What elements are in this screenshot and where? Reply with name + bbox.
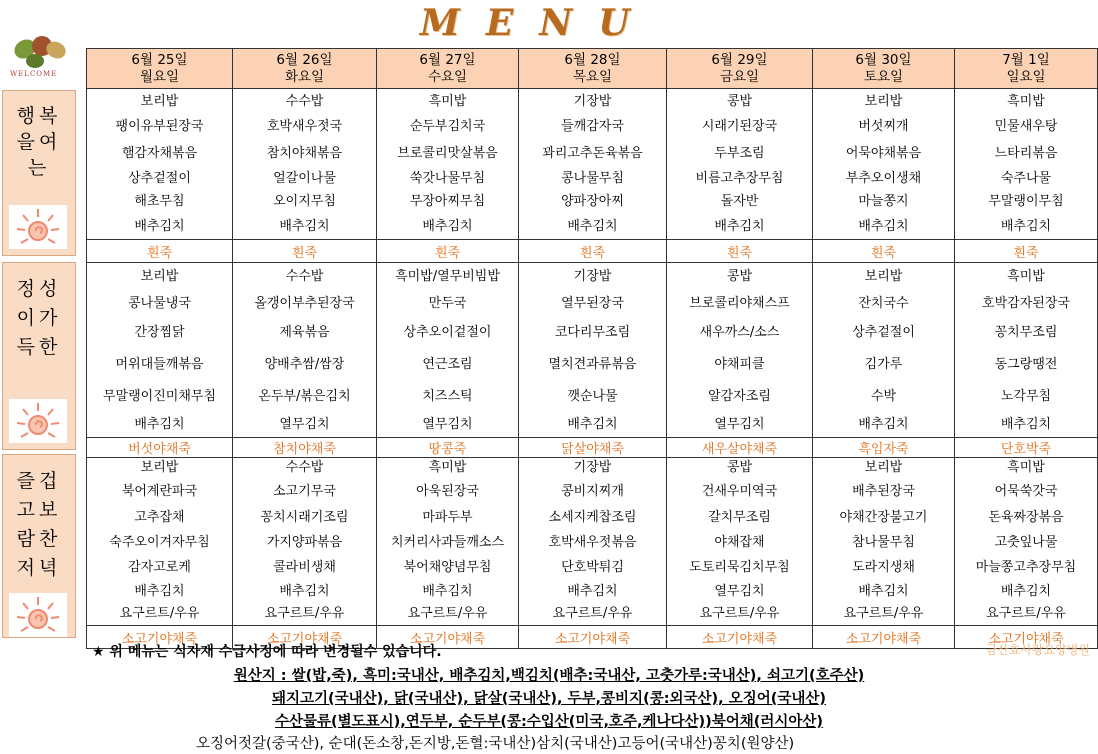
menu-item: 양배추쌈/쌈장	[264, 357, 345, 372]
origin-text: 수산물류(별도표시),연두부, 순두부(콩:수입산(미국,호주,케나다산))북어채(러시아산)	[274, 714, 824, 730]
menu-item: 쑥갓나물무침	[409, 171, 486, 186]
porridge-item: 참치야채죽	[233, 438, 377, 458]
origin-line-3	[0, 710, 1098, 731]
menu-item: 열무김치	[714, 417, 765, 432]
menu-item: 기장밥	[573, 269, 612, 284]
menu-item: 흑미밥	[1007, 460, 1045, 475]
menu-item: 마늘쫑지	[858, 194, 909, 209]
weekday-label: 일요일	[1006, 68, 1046, 85]
menu-item: 배추김치	[422, 584, 473, 599]
menu-item: 들깨감자국	[561, 119, 624, 134]
menu-item: 배추김치	[567, 584, 618, 599]
porridge-item: 땅콩죽	[377, 438, 519, 458]
breakfast-porridge-row	[87, 240, 1098, 263]
menu-item: 배추김치	[422, 219, 473, 234]
menu-item: 도라지생채	[852, 560, 915, 575]
porridge-item: 흰죽	[377, 240, 519, 263]
menu-item: 햄감자채볶음	[121, 146, 198, 161]
menu-item: 열무김치	[279, 417, 330, 432]
menu-item: 콩밥	[726, 460, 753, 475]
menu-item: 비름고추장무침	[695, 171, 784, 186]
menu-item: 보리밥	[140, 94, 179, 109]
menu-item: 해초무침	[134, 194, 185, 209]
menu-item: 아욱된장국	[416, 484, 479, 499]
menu-item: 온두부/볶은김치	[258, 389, 351, 404]
lunch-cell	[813, 263, 955, 438]
porridge-item: 흰죽	[667, 240, 813, 263]
menu-item: 노각무침	[1000, 389, 1052, 404]
menu-item: 보리밥	[140, 269, 179, 284]
menu-item: 상추오이겉절이	[403, 325, 492, 340]
side-label-dinner	[2, 454, 76, 638]
porridge-item: 소고기야채죽	[519, 626, 667, 649]
breakfast-cell	[813, 89, 955, 240]
menu-title: MENU	[420, 2, 656, 44]
date-label: 6월 25일	[131, 51, 188, 68]
menu-item: 상추겉절이	[852, 325, 915, 340]
menu-item: 브로콜리맛살볶음	[397, 146, 498, 161]
menu-item: 콩나물냉국	[128, 296, 191, 311]
date-header-row	[87, 49, 1098, 89]
menu-item: 알감자조림	[708, 389, 771, 404]
breakfast-cell	[667, 89, 813, 240]
weekday-label: 수요일	[427, 68, 468, 85]
menu-item: 배추김치	[134, 417, 185, 432]
porridge-item: 흑임자죽	[813, 438, 955, 458]
menu-item: 보리밥	[864, 94, 903, 109]
menu-item: 흑미밥/열무비빔밥	[395, 269, 500, 284]
lunch-cell	[955, 263, 1098, 438]
menu-item: 어묵야채볶음	[845, 146, 922, 161]
date-header	[955, 49, 1098, 89]
porridge-item: 소고기야채죽	[813, 626, 955, 649]
menu-item: 요구르트/우유	[407, 606, 488, 621]
dinner-cell	[519, 458, 667, 626]
menu-item: 만두국	[428, 296, 467, 311]
menu-item: 숙주나물	[1000, 171, 1052, 186]
date-header	[377, 49, 519, 89]
menu-item: 기장밥	[573, 94, 612, 109]
menu-item: 배추김치	[714, 219, 765, 234]
date-header	[233, 49, 377, 89]
menu-item: 배추김치	[858, 219, 909, 234]
weekday-label: 화요일	[284, 68, 325, 85]
menu-item: 마파두부	[422, 510, 473, 525]
menu-item: 요구르트/우유	[843, 606, 924, 621]
porridge-item: 닭살야채죽	[519, 438, 667, 458]
menu-item: 마늘쫑고추장무침	[975, 560, 1077, 575]
porridge-item: 소고기야채죽	[667, 626, 813, 649]
menu-item: 배추김치	[858, 584, 909, 599]
menu-item: 양파장아찌	[561, 194, 624, 209]
notice-text: ★ 위 메뉴는 식자재 수급사정에 따라 변경될수 있습니다.	[92, 644, 442, 660]
lunch-cell	[667, 263, 813, 438]
sun-icon	[9, 205, 67, 249]
menu-item: 배추김치	[567, 219, 618, 234]
breakfast-cell	[233, 89, 377, 240]
menu-item: 팽이유부된장국	[115, 119, 204, 134]
weekday-label: 목요일	[572, 68, 613, 85]
menu-item: 수수밥	[285, 460, 324, 475]
breakfast-cell	[519, 89, 667, 240]
date-label: 6월 27일	[419, 51, 476, 68]
date-header	[813, 49, 955, 89]
breakfast-cell	[955, 89, 1098, 240]
menu-item: 부추오이생채	[845, 171, 922, 186]
dinner-cell	[955, 458, 1098, 626]
origin-text: 돼지고기(국내산), 닭(국내산), 닭살(국내산), 두부,콩비지(콩:외국산), 오징어(국내산)	[271, 691, 827, 707]
menu-item: 꽈리고추돈육볶음	[542, 146, 643, 161]
menu-item: 호박새우젓볶음	[548, 535, 637, 550]
menu-item: 무말랭이무침	[988, 194, 1064, 209]
date-label: 7월 1일	[1002, 51, 1050, 68]
menu-item: 흑미밥	[1007, 94, 1045, 109]
menu-item: 느타리볶음	[994, 146, 1058, 161]
menu-item: 간장찜닭	[134, 325, 185, 340]
date-header	[667, 49, 813, 89]
lunch-row	[87, 263, 1098, 438]
porridge-item: 흰죽	[519, 240, 667, 263]
weekday-label: 금요일	[719, 68, 760, 85]
menu-item: 건새우미역국	[701, 484, 778, 499]
menu-item: 가지양파볶음	[266, 535, 343, 550]
menu-item: 흑미밥	[1007, 269, 1045, 284]
menu-item: 꽁치무조림	[994, 325, 1058, 340]
hospital-name: 금산효사랑요양병원	[985, 643, 1090, 657]
menu-item: 요구르트/우유	[699, 606, 780, 621]
date-label: 6월 28일	[564, 51, 621, 68]
menu-item: 배추김치	[1000, 584, 1052, 599]
menu-item: 요구르트/우유	[552, 606, 633, 621]
menu-item: 치커리사과들깨소스	[390, 535, 505, 550]
menu-item: 무장아찌무침	[409, 194, 486, 209]
menu-item: 단호박튀김	[561, 560, 624, 575]
dinner-cell	[87, 458, 233, 626]
porridge-item: 소고기야채죽	[233, 626, 377, 649]
menu-item: 돈육짜장볶음	[988, 510, 1064, 525]
menu-item: 치즈스틱	[422, 389, 473, 404]
date-label: 6월 29일	[711, 51, 768, 68]
menu-item: 콜라비생채	[273, 560, 336, 575]
weekday-label: 토요일	[863, 68, 904, 85]
menu-item: 콩밥	[726, 94, 753, 109]
lunch-cell	[233, 263, 377, 438]
menu-item: 어묵쑥갓국	[994, 484, 1058, 499]
menu-item: 갈치무조림	[708, 510, 771, 525]
weekly-menu-table	[86, 48, 1098, 649]
origin-line-4: 오징어젓갈(중국산), 순대(돈소창,돈지방,돈혈:국내산)삼치(국내산)고등어(국내산)꽁치(원양산)	[196, 736, 795, 752]
menu-item: 배추김치	[1000, 417, 1052, 432]
dinner-cell	[667, 458, 813, 626]
side-label-breakfast	[2, 90, 76, 256]
origin-line-1	[0, 664, 1098, 685]
menu-item: 배추김치	[567, 417, 618, 432]
menu-item: 고춧잎나물	[994, 535, 1058, 550]
welcome-logo	[6, 36, 80, 80]
menu-item: 제육볶음	[279, 325, 330, 340]
menu-item: 꽁치시래기조림	[260, 510, 349, 525]
menu-item: 배추김치	[858, 417, 909, 432]
porridge-item: 소고기야채죽	[87, 626, 233, 649]
menu-item: 북어계란파국	[121, 484, 198, 499]
porridge-item: 흰죽	[813, 240, 955, 263]
menu-item: 순두부김치국	[409, 119, 486, 134]
menu-item: 콩밥	[726, 269, 753, 284]
menu-item: 버섯찌개	[858, 119, 909, 134]
menu-item: 열무된장국	[561, 296, 624, 311]
menu-item: 호박새우젓국	[266, 119, 343, 134]
menu-item: 흑미밥	[428, 460, 467, 475]
menu-item: 흑미밥	[428, 94, 467, 109]
menu-item: 수수밥	[285, 269, 324, 284]
date-header	[519, 49, 667, 89]
menu-item: 배추김치	[134, 584, 185, 599]
menu-item: 김가루	[864, 357, 903, 372]
side-label-text: 즐겁고보람찬저녁	[16, 470, 62, 579]
menu-item: 코다리무조림	[554, 325, 631, 340]
origin-text: 원산지 : 쌀(밥,죽), 흑미:국내산, 배추김치,백김치(배추:국내산, 고춧가루:국내산), 쇠고기(호주산)	[233, 668, 865, 684]
breakfast-cell	[377, 89, 519, 240]
menu-item: 감자고로케	[128, 560, 191, 575]
menu-item: 상추겉절이	[128, 171, 191, 186]
menu-item: 요구르트/우유	[264, 606, 345, 621]
lunch-cell	[377, 263, 519, 438]
menu-item: 깻순나물	[567, 389, 618, 404]
menu-item: 열무김치	[714, 584, 765, 599]
menu-item: 새우까스/소스	[699, 325, 780, 340]
lunch-cell	[519, 263, 667, 438]
menu-item: 참나물무침	[852, 535, 915, 550]
date-header	[87, 49, 233, 89]
menu-item: 수박	[870, 389, 897, 404]
menu-item: 참치야채볶음	[266, 146, 343, 161]
menu-item: 기장밥	[573, 460, 612, 475]
menu-item: 콩나물무침	[561, 171, 624, 186]
dinner-cell	[233, 458, 377, 626]
menu-item: 동그랑땡전	[994, 357, 1058, 372]
menu-item: 야채간장불고기	[839, 510, 928, 525]
logo-caption: WELCOME	[10, 70, 58, 78]
menu-item: 브로콜리야채스프	[689, 296, 790, 311]
porridge-item: 소고기야채죽	[955, 626, 1098, 649]
menu-item: 소고기무국	[273, 484, 336, 499]
menu-item: 콩비지찌개	[561, 484, 624, 499]
menu-item: 야채피클	[714, 357, 765, 372]
menu-item: 북어채양념무침	[403, 560, 492, 575]
menu-item: 수수밥	[285, 94, 324, 109]
weekday-label: 월요일	[139, 68, 180, 85]
menu-item: 보리밥	[140, 460, 179, 475]
dinner-row	[87, 458, 1098, 626]
side-label-text: 행복을여는	[16, 105, 62, 179]
menu-item: 도토리묵김치무침	[689, 560, 790, 575]
menu-item: 얼갈이나물	[273, 171, 336, 186]
menu-item: 무말랭이진미채무침	[102, 389, 217, 404]
menu-item: 시래기된장국	[701, 119, 778, 134]
lunch-cell	[87, 263, 233, 438]
menu-item: 배추김치	[134, 219, 185, 234]
menu-item: 배추된장국	[852, 484, 915, 499]
menu-item: 머위대들깨볶음	[115, 357, 204, 372]
porridge-item: 흰죽	[87, 240, 233, 263]
porridge-item: 새우살야채죽	[667, 438, 813, 458]
menu-item: 보리밥	[864, 269, 903, 284]
menu-item: 호박감자된장국	[982, 296, 1070, 311]
menu-item: 배추김치	[279, 584, 330, 599]
lunch-porridge-row	[87, 438, 1098, 458]
porridge-item: 단호박죽	[955, 438, 1098, 458]
breakfast-row	[87, 89, 1098, 240]
menu-item: 야채잡채	[714, 535, 765, 550]
menu-item: 배추김치	[279, 219, 330, 234]
menu-item: 요구르트/우유	[986, 606, 1066, 621]
menu-item: 숙주오이겨자무침	[109, 535, 210, 550]
menu-item: 민물새우탕	[994, 119, 1058, 134]
porridge-item: 흰죽	[233, 240, 377, 263]
dinner-cell	[813, 458, 955, 626]
menu-item: 배추김치	[1000, 219, 1052, 234]
date-label: 6월 26일	[276, 51, 333, 68]
sun-icon	[9, 593, 67, 637]
origin-line-2	[0, 687, 1098, 708]
menu-item: 멸치견과류볶음	[548, 357, 637, 372]
menu-item: 잔치국수	[858, 296, 909, 311]
porridge-item: 소고기야채죽	[377, 626, 519, 649]
porridge-item: 버섯야채죽	[87, 438, 233, 458]
dinner-cell	[377, 458, 519, 626]
menu-item: 요구르트/우유	[119, 606, 200, 621]
breakfast-cell	[87, 89, 233, 240]
sun-icon	[9, 399, 67, 443]
menu-item: 고추잡채	[134, 510, 185, 525]
menu-item: 돌자반	[720, 194, 759, 209]
menu-item: 오이지무침	[273, 194, 336, 209]
menu-item: 연근조림	[422, 357, 473, 372]
menu-item: 열무김치	[422, 417, 473, 432]
side-label-lunch	[2, 262, 76, 450]
menu-item: 소세지케찹조림	[548, 510, 637, 525]
date-label: 6월 30일	[855, 51, 912, 68]
menu-item: 올갱이부추된장국	[254, 296, 355, 311]
side-label-text: 정성이가득한	[16, 278, 62, 358]
menu-item: 두부조림	[714, 146, 765, 161]
porridge-item: 흰죽	[955, 240, 1098, 263]
menu-item: 보리밥	[864, 460, 903, 475]
